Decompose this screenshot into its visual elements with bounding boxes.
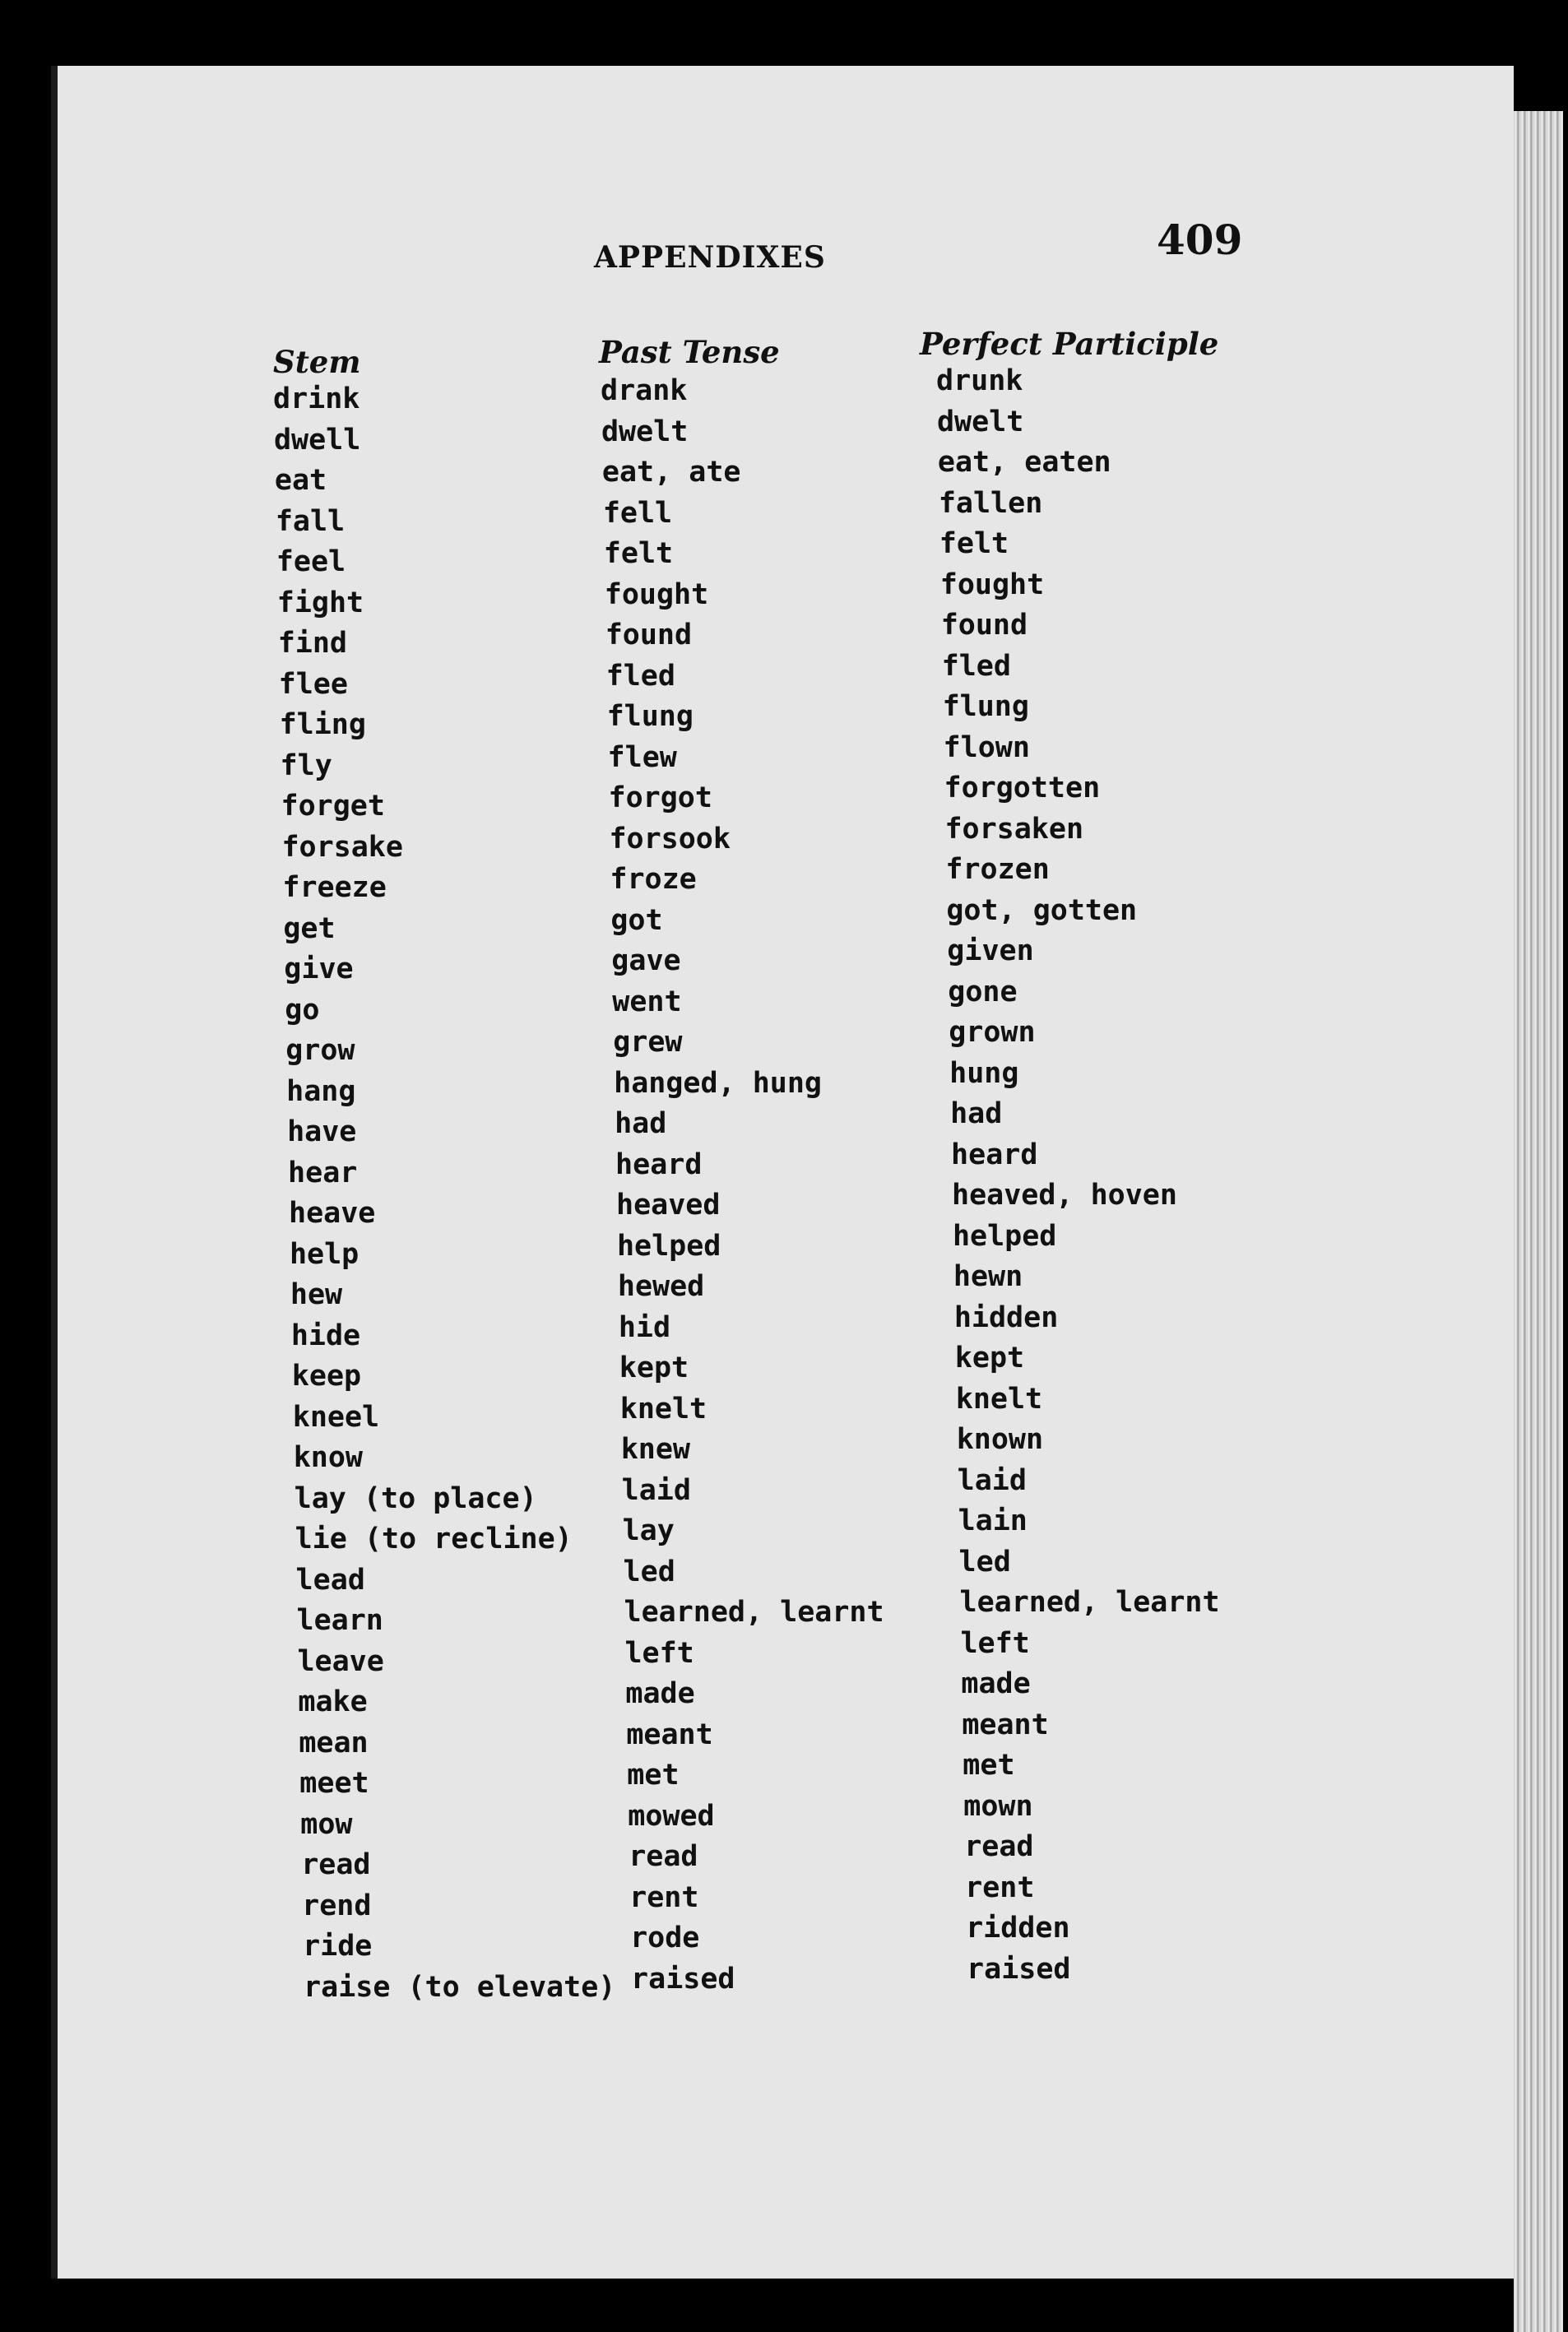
participle-cell: had: [950, 1097, 1003, 1130]
stem-cell: forsake: [281, 830, 403, 864]
column-header-past-tense: Past Tense: [599, 334, 780, 370]
page-edge-stack: [1514, 111, 1563, 2332]
stem-cell: find: [277, 627, 347, 660]
past-tense-cell: left: [624, 1636, 694, 1670]
past-tense-cell: gave: [611, 944, 681, 977]
page-number: 409: [1157, 216, 1243, 264]
past-tense-cell: hanged, hung: [614, 1066, 823, 1100]
participle-cell: kept: [954, 1342, 1025, 1375]
participle-cell: eat, eaten: [937, 446, 1111, 479]
past-tense-cell: meant: [626, 1718, 713, 1751]
past-tense-cell: hid: [618, 1310, 671, 1344]
stem-cell: read: [301, 1848, 371, 1881]
stem-cell: eat: [274, 464, 327, 497]
participle-cell: helped: [952, 1219, 1057, 1253]
stem-cell: fight: [276, 586, 364, 619]
past-tense-cell: made: [625, 1677, 695, 1710]
stem-cell: help: [289, 1237, 360, 1271]
stem-cell: keep: [291, 1360, 362, 1393]
past-tense-cell: had: [615, 1107, 667, 1140]
stem-cell: dwell: [273, 423, 361, 457]
past-tense-cell: helped: [616, 1229, 721, 1263]
participle-cell: led: [958, 1545, 1011, 1579]
participle-cell: heaved, hoven: [952, 1179, 1177, 1212]
stem-cell: kneel: [292, 1400, 380, 1434]
past-tense-cell: froze: [610, 863, 697, 896]
participle-cell: read: [964, 1830, 1034, 1863]
page-content: [58, 66, 1514, 2279]
participle-cell: given: [947, 934, 1034, 967]
stem-cell: go: [285, 993, 320, 1027]
stem-cell: leave: [297, 1644, 384, 1678]
stem-cell: freeze: [282, 871, 387, 904]
past-tense-cell: eat, ate: [601, 456, 741, 489]
stem-cell: drink: [273, 382, 360, 415]
past-tense-cell: knew: [620, 1433, 690, 1466]
participle-cell: mown: [963, 1789, 1033, 1823]
past-tense-cell: laid: [621, 1473, 691, 1507]
participle-cell: got, gotten: [946, 893, 1138, 927]
past-tense-cell: flung: [606, 700, 694, 733]
stem-cell: learn: [296, 1604, 383, 1637]
participle-cell: dwelt: [936, 405, 1024, 438]
stem-cell: lead: [295, 1563, 365, 1597]
column-header-stem: Stem: [273, 344, 361, 380]
stem-cell: hang: [286, 1074, 356, 1108]
stem-cell: make: [298, 1685, 368, 1718]
past-tense-cell: fled: [605, 659, 675, 693]
stem-cell: forget: [281, 790, 385, 823]
participle-cell: left: [960, 1626, 1030, 1660]
stem-cell: hear: [288, 1156, 358, 1189]
participle-cell: fled: [941, 649, 1011, 683]
stem-cell: fling: [279, 708, 366, 741]
participle-cell: forgotten: [944, 772, 1101, 804]
past-tense-cell: read: [629, 1840, 698, 1873]
past-tense-cell: went: [612, 985, 682, 1018]
past-tense-cell: drank: [601, 374, 688, 407]
past-tense-cell: flew: [607, 740, 677, 774]
stem-cell: fly: [280, 749, 332, 782]
participle-cell: ridden: [966, 1912, 1070, 1945]
stem-cell: lie (to recline): [295, 1523, 573, 1555]
stem-cell: heave: [289, 1197, 376, 1230]
participle-cell: learned, learnt: [959, 1586, 1220, 1619]
participle-cell: known: [956, 1423, 1044, 1456]
past-tense-cell: kept: [619, 1351, 689, 1384]
participle-cell: flown: [943, 730, 1030, 764]
participle-cell: knelt: [955, 1382, 1043, 1416]
stem-cell: lay (to place): [294, 1481, 537, 1515]
past-tense-cell: forsook: [609, 822, 731, 855]
participle-cell: fought: [939, 568, 1045, 601]
past-tense-cell: led: [623, 1555, 675, 1588]
past-tense-cell: felt: [603, 537, 674, 570]
book-page: [51, 66, 1514, 2279]
past-tense-cell: found: [605, 619, 693, 651]
past-tense-cell: raised: [631, 1962, 735, 1996]
participle-cell: gone: [948, 975, 1018, 1008]
past-tense-cell: met: [627, 1759, 680, 1792]
past-tense-cell: hewed: [617, 1270, 705, 1303]
participle-cell: forsaken: [944, 812, 1084, 846]
participle-cell: hewn: [953, 1260, 1023, 1293]
stem-cell: give: [284, 953, 354, 985]
stem-cell: grow: [285, 1034, 355, 1067]
column-header-perfect-participle: Perfect Participle: [920, 326, 1219, 362]
past-tense-cell: rode: [630, 1922, 700, 1954]
stem-cell: meet: [299, 1767, 369, 1800]
past-tense-cell: rent: [629, 1880, 699, 1914]
past-tense-cell: heaved: [616, 1189, 721, 1222]
stem-cell: feel: [276, 545, 346, 578]
participle-cell: frozen: [945, 853, 1050, 886]
stem-cell: hide: [290, 1319, 361, 1352]
participle-cell: flung: [942, 690, 1029, 723]
participle-cell: meant: [962, 1708, 1049, 1741]
participle-cell: drunk: [936, 364, 1023, 397]
stem-cell: have: [287, 1115, 357, 1148]
stem-cell: mow: [300, 1807, 353, 1841]
participle-cell: raised: [967, 1952, 1071, 1986]
past-tense-cell: mowed: [628, 1799, 715, 1833]
participle-cell: met: [963, 1749, 1015, 1782]
scan-top-border: [0, 0, 1568, 66]
past-tense-cell: dwelt: [601, 415, 689, 448]
past-tense-cell: lay: [622, 1514, 675, 1547]
past-tense-cell: forgot: [608, 781, 712, 814]
participle-cell: lain: [958, 1504, 1028, 1537]
stem-cell: mean: [299, 1726, 369, 1759]
past-tense-cell: knelt: [619, 1392, 707, 1426]
past-tense-cell: fell: [602, 496, 673, 530]
participle-cell: rent: [965, 1871, 1035, 1904]
stem-cell: raise (to elevate): [304, 1970, 616, 2004]
past-tense-cell: heard: [615, 1147, 703, 1181]
participle-cell: felt: [939, 527, 1009, 560]
stem-cell: ride: [303, 1930, 373, 1963]
participle-cell: fallen: [938, 486, 1043, 520]
participle-cell: laid: [957, 1463, 1027, 1497]
participle-cell: made: [961, 1667, 1031, 1700]
participle-cell: grown: [949, 1016, 1036, 1049]
past-tense-cell: grew: [613, 1026, 683, 1059]
stem-cell: know: [293, 1441, 363, 1474]
stem-cell: fall: [275, 504, 346, 538]
participle-cell: heard: [951, 1138, 1038, 1171]
stem-cell: rend: [302, 1889, 372, 1922]
participle-cell: hidden: [953, 1300, 1059, 1334]
past-tense-cell: learned, learnt: [624, 1596, 884, 1629]
running-head: APPENDIXES: [594, 240, 826, 275]
participle-cell: hung: [949, 1056, 1019, 1090]
stem-cell: hew: [290, 1278, 343, 1311]
stem-cell: get: [283, 911, 336, 945]
past-tense-cell: got: [610, 903, 663, 937]
participle-cell: found: [940, 609, 1028, 642]
stem-cell: flee: [278, 667, 348, 701]
past-tense-cell: fought: [604, 577, 709, 611]
